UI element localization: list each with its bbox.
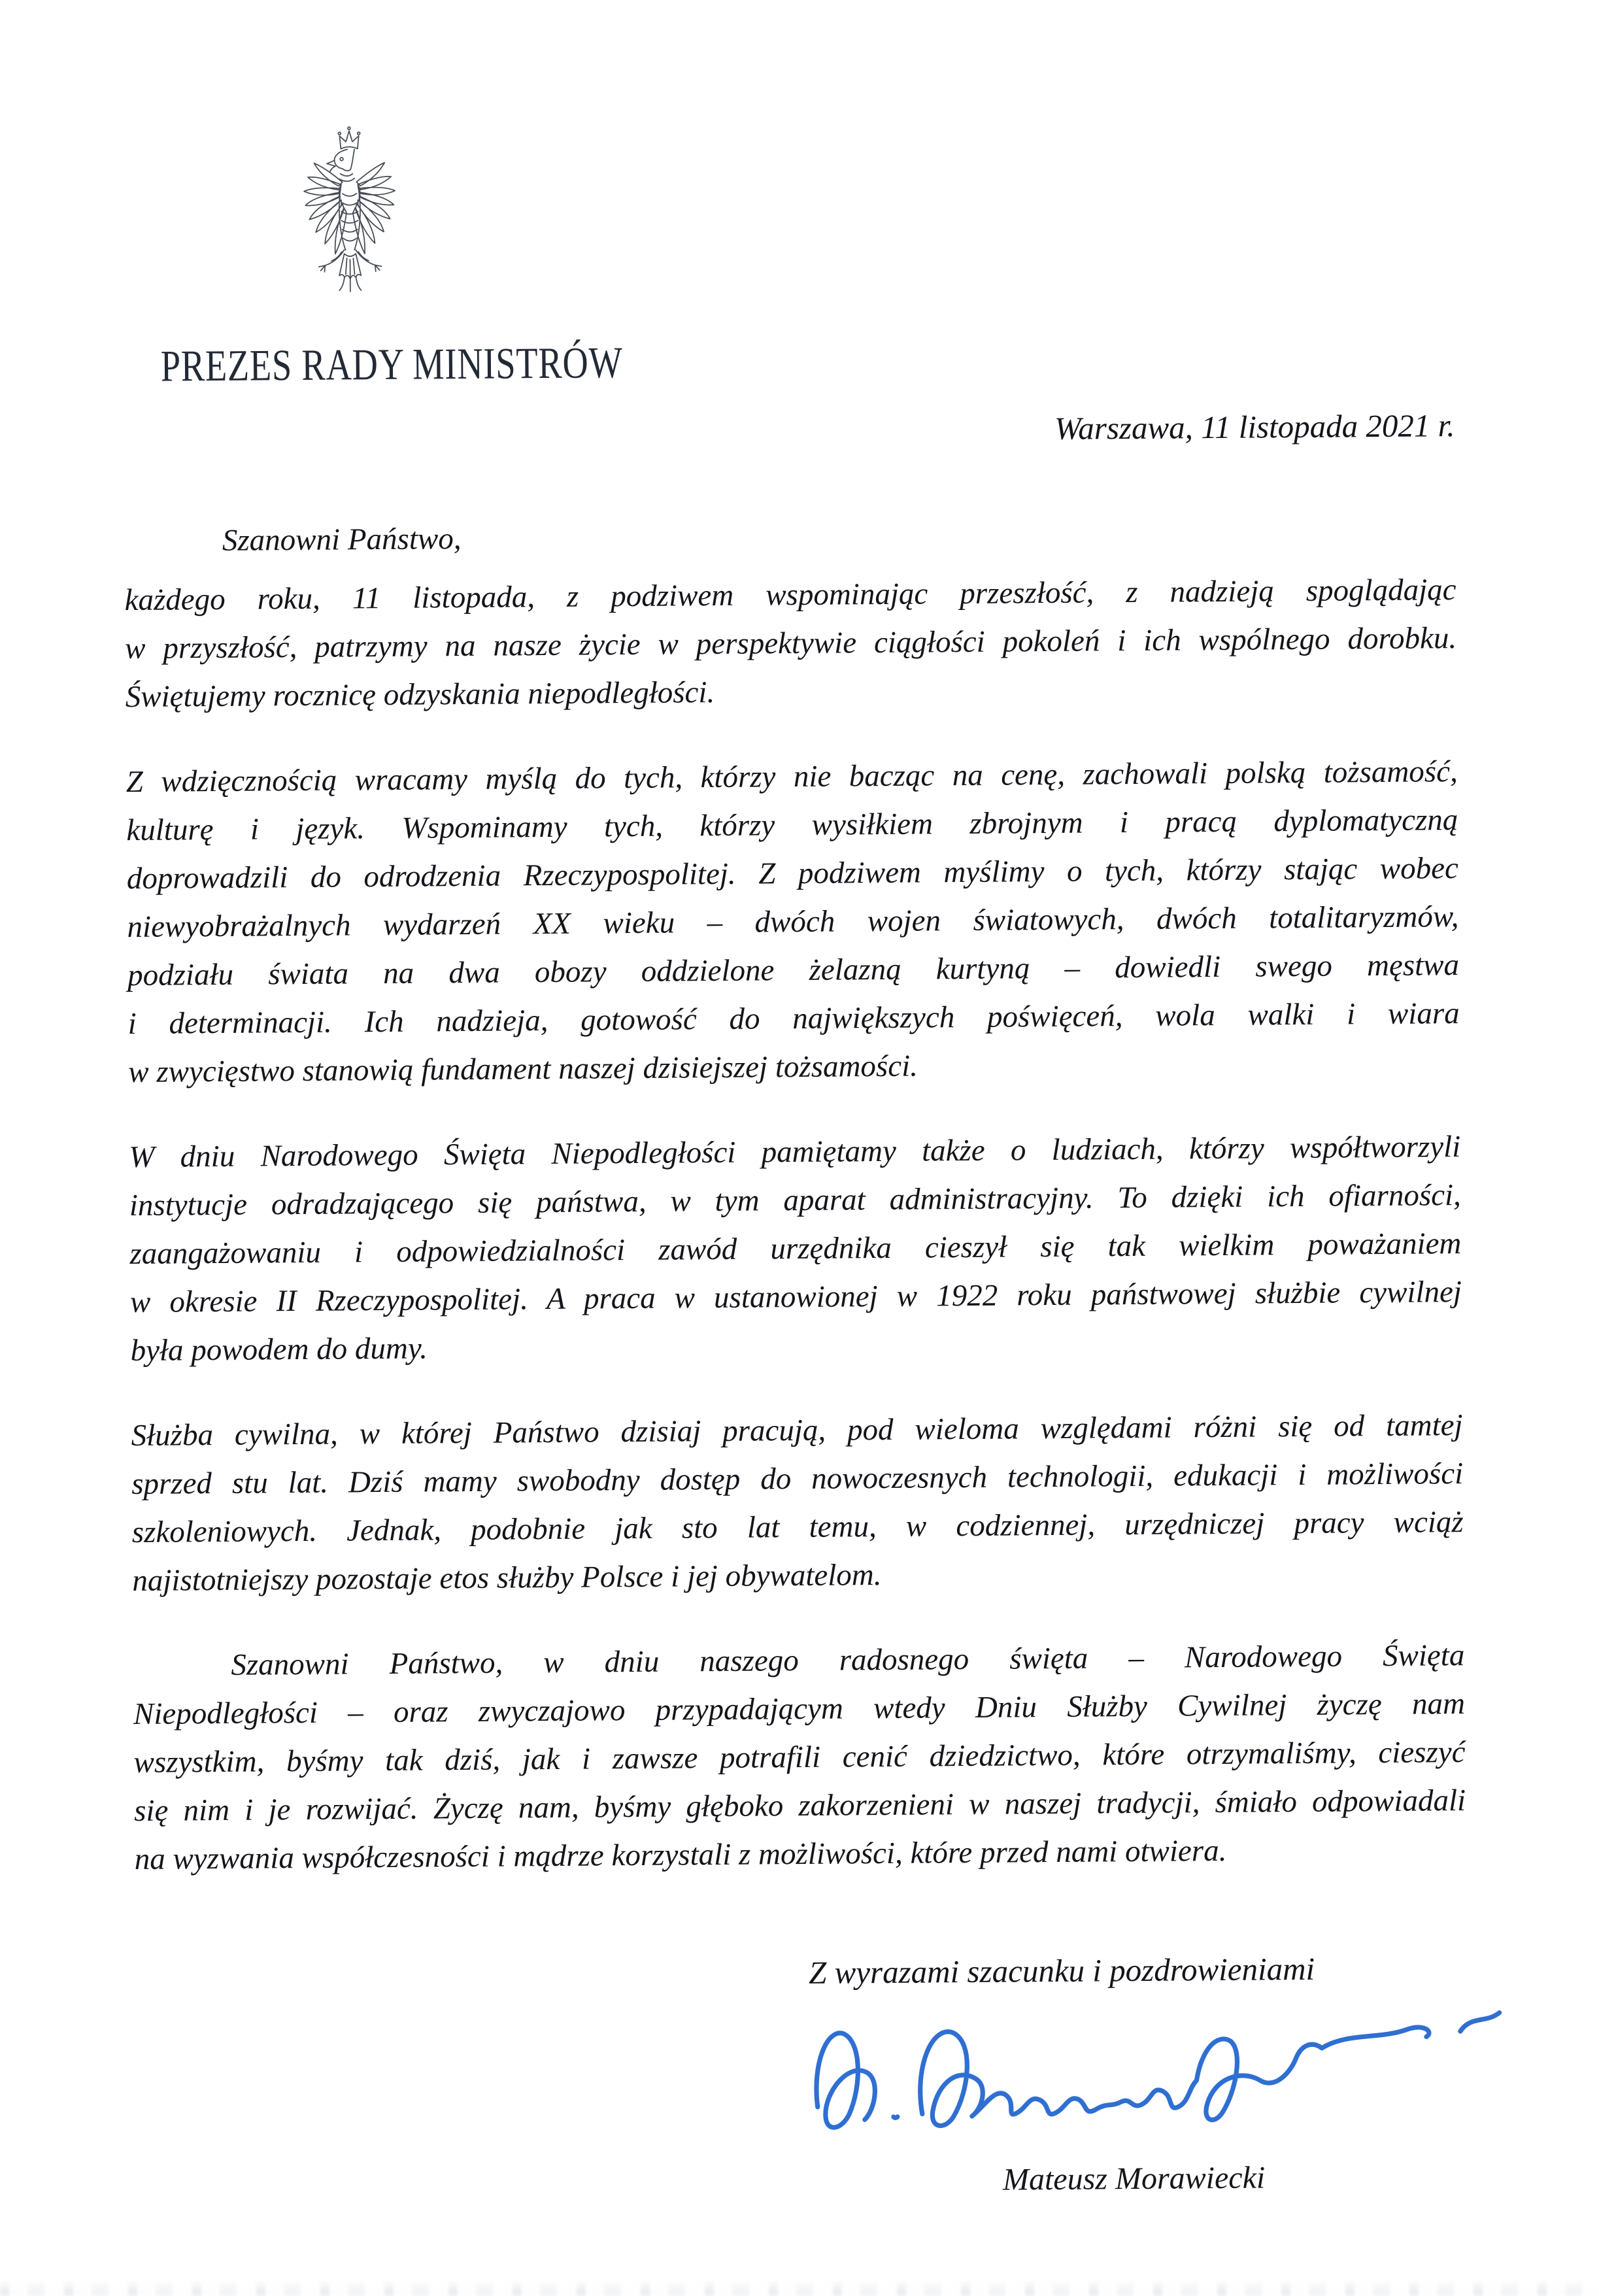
body-line: na wyzwania współczesności i mądrze korzystali z możliwości, które przed nami otwiera. xyxy=(134,1833,1227,1877)
body-line: była powodem do dumy. xyxy=(130,1331,428,1368)
body-line: Szanowni Państwo, w dniu naszego radosnego święta – Narodowego Święta xyxy=(231,1638,1465,1682)
salutation: Szanowni Państwo, xyxy=(222,522,462,558)
body-line: w okresie II Rzeczypospolitej. A praca w ustanowionej w 1922 roku państwowej służbie cywilnej xyxy=(129,1275,1462,1320)
eagle-icon xyxy=(301,123,399,309)
body-line: Niepodległości – oraz zwyczajowo przypadającym wtedy Dniu Służby Cywilnej życzę nam xyxy=(133,1687,1466,1732)
signer-name: Mateusz Morawiecki xyxy=(1002,2160,1266,2197)
body-line: w zwycięstwo stanowią fundament naszej dzisiejszej tożsamości. xyxy=(128,1049,918,1090)
scan-artifact xyxy=(0,2279,1599,2296)
body-line: zaangażowaniu i odpowiedzialności zawód urzędnika cieszył się tak wielkim poważaniem xyxy=(129,1226,1462,1272)
paragraph xyxy=(131,1401,1464,1605)
body-line: Świętujemy rocznicę odzyskania niepodległości. xyxy=(125,675,715,715)
paragraph xyxy=(133,1631,1466,1883)
body-line: wszystkim, byśmy tak dziś, jak i zawsze potrafili cenić dziedzictwo, które otrzymaliśmy, cieszyć xyxy=(133,1735,1466,1780)
handwritten-signature-icon xyxy=(809,1999,1543,2157)
dateline: Warszawa, 11 listopada 2021 r. xyxy=(1054,407,1455,447)
signature-block xyxy=(809,1943,1556,2199)
paragraph xyxy=(129,1123,1462,1375)
body-line: podziału świata na dwa obozy oddzielone żelazną kurtyną – dowiedli swego męstwa xyxy=(127,948,1460,993)
body-line: W dniu Narodowego Święta Niepodległości pamiętamy także o ludziach, którzy współtworzyli xyxy=(129,1130,1461,1175)
body-line: każdego roku, 11 listopada, z podziwem wspominając przeszłość, z nadzieją spoglądając xyxy=(124,573,1456,618)
body-line: doprowadzili do odrodzenia Rzeczypospolitej. Z podziwem myślimy o tych, którzy stając wobec xyxy=(126,851,1459,896)
body-line: w przyszłość, patrzymy na nasze życie w perspektywie ciągłości pokoleń i ich wspólnego dorobku. xyxy=(124,621,1457,666)
body-line: się nim i je rozwijać. Życzę nam, byśmy głęboko zakorzenieni w naszej tradycji, śmiało odpowiadali xyxy=(133,1783,1466,1829)
body-line: najistotniejszy pozostaje etos służby Polsce i jej obywatelom. xyxy=(132,1558,882,1598)
body-line: instytucje odradzającego się państwa, w tym aparat administracyjny. To dzięki ich ofiarności, xyxy=(129,1178,1462,1223)
body-line: Z wdzięcznością wracamy myślą do tych, którzy nie bacząc na cenę, zachowali polską tożsamość, xyxy=(126,754,1458,800)
paragraph xyxy=(126,747,1460,1096)
polish-eagle-emblem xyxy=(301,123,399,309)
body-line: sprzed stu lat. Dziś mamy swobodny dostęp do nowoczesnych technologii, edukacji i możliwości xyxy=(131,1457,1464,1502)
letter-body xyxy=(124,507,1466,1883)
body-line: niewyobrażalnych wydarzeń XX wieku – dwóch wojen światowych, dwóch totalitaryzmów, xyxy=(127,900,1459,945)
body-line: Służba cywilna, w której Państwo dzisiaj pracują, pod wieloma względami różni się od tamtej xyxy=(131,1408,1463,1453)
body-line: kulturę i język. Wspominamy tych, którzy wysiłkiem zbrojnym i pracą dyplomatyczną xyxy=(126,803,1458,848)
body-line: szkoleniowych. Jednak, podobnie jak sto lat temu, w codziennej, urzędniczej pracy wciąż xyxy=(131,1505,1464,1550)
closing-line: Z wyrazami szacunku i pozdrowieniami xyxy=(808,1950,1315,1991)
body-line: i determinacji. Ich nadzieja, gotowość do największych poświęceń, wola walki i wiara xyxy=(127,996,1460,1041)
sender-title: PREZES RADY MINISTRÓW xyxy=(160,337,623,391)
paragraph xyxy=(124,566,1457,721)
